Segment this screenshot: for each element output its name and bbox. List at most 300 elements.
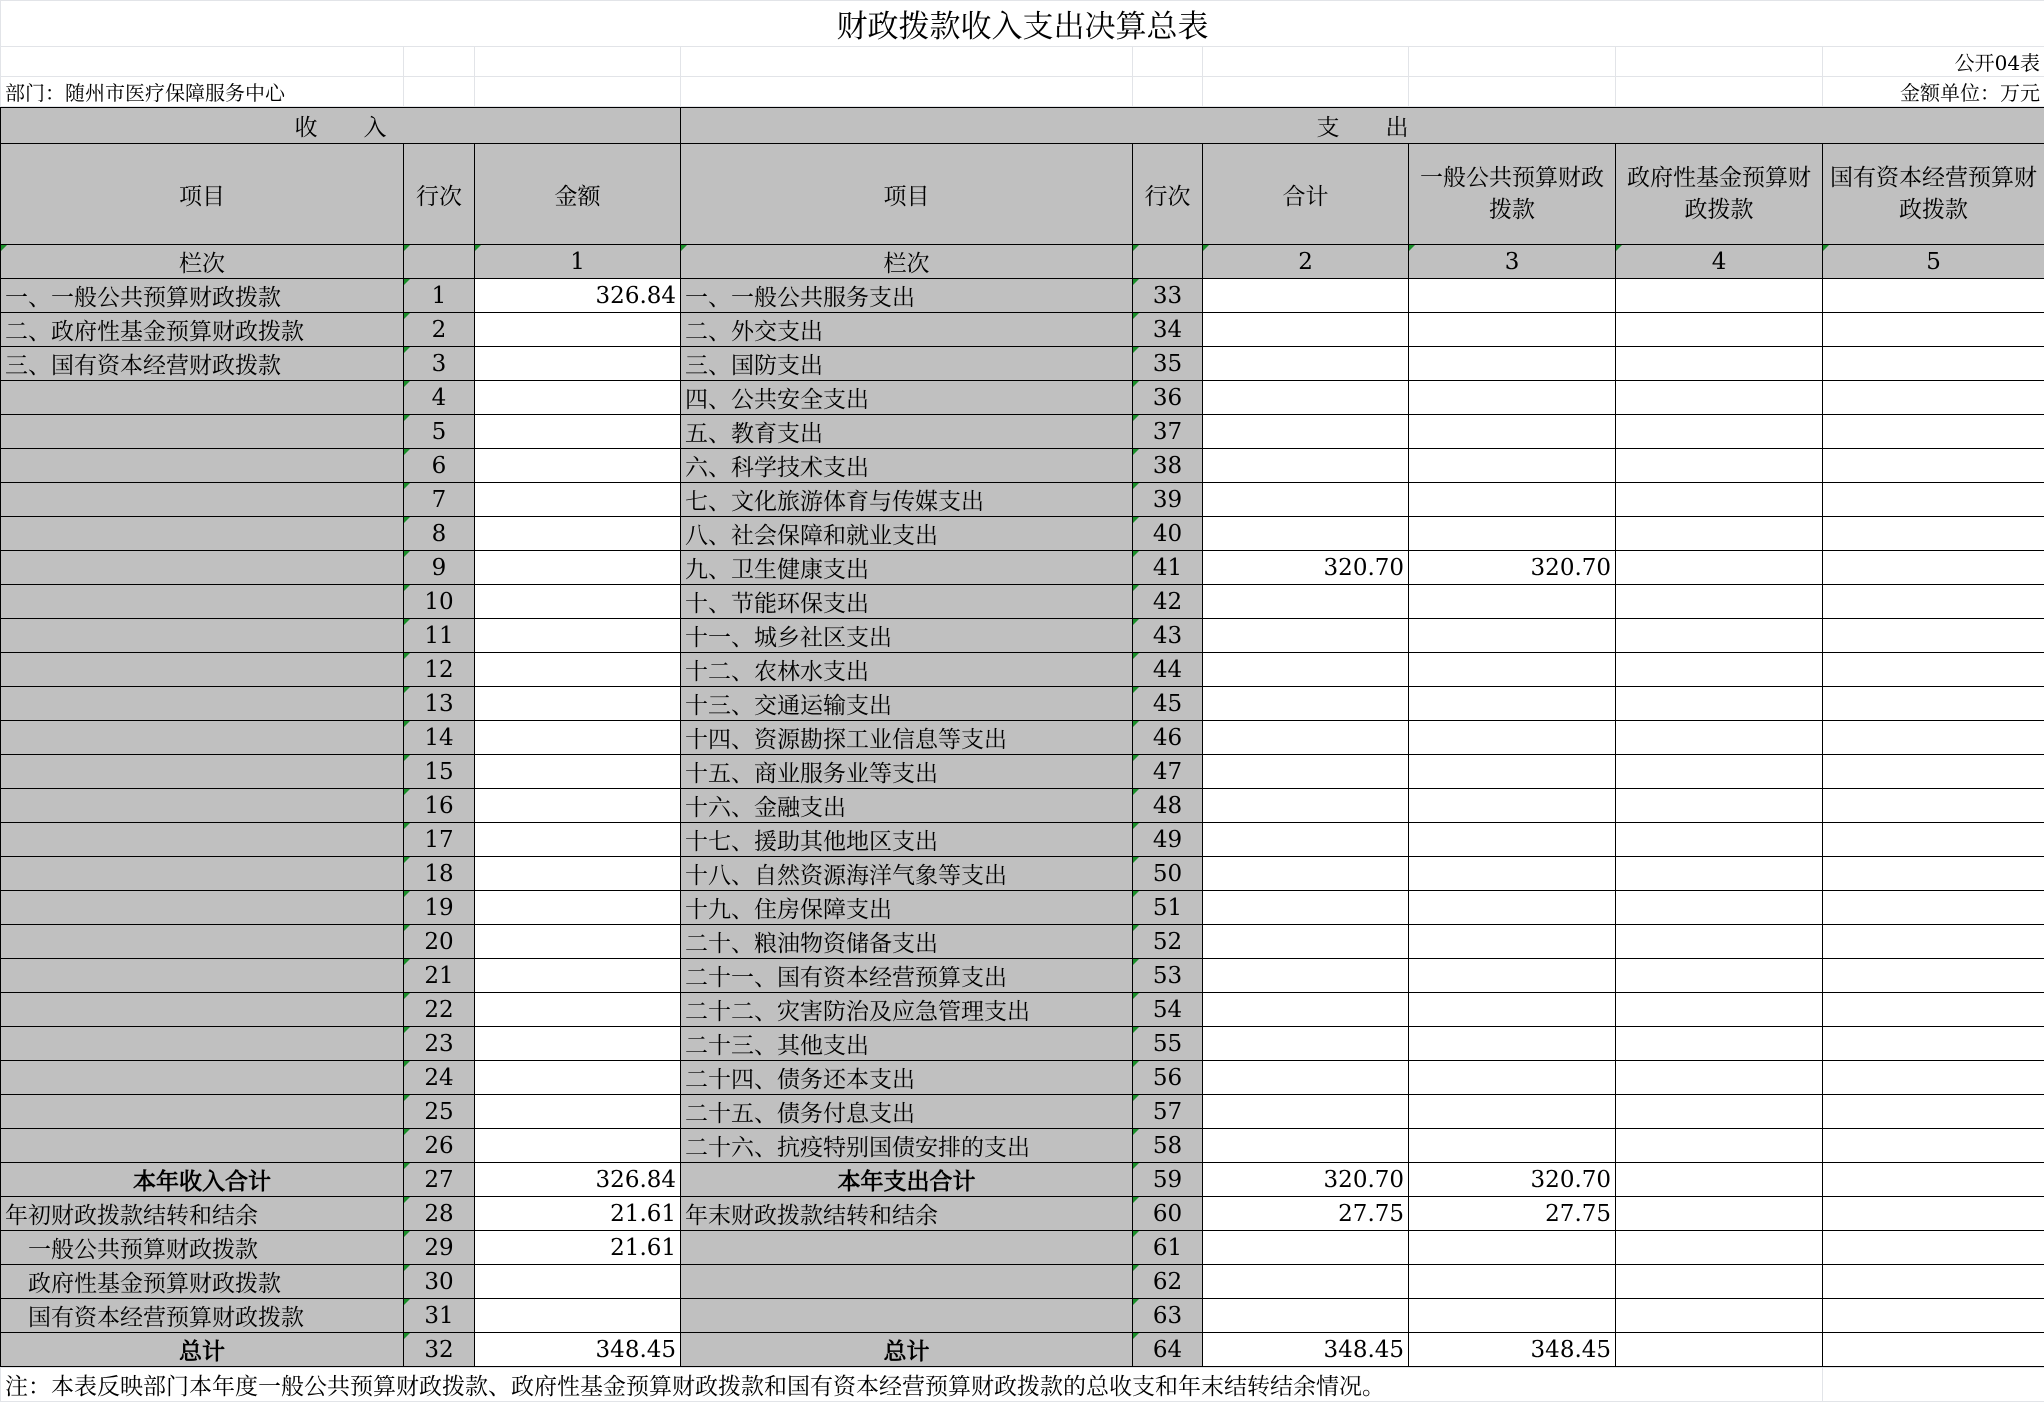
income-amount: 21.61 — [475, 1197, 681, 1231]
expense-state-capital — [1823, 1163, 2044, 1197]
expense-general-budget — [1409, 755, 1616, 789]
income-amount — [475, 551, 681, 585]
table-row — [1, 1027, 2044, 1061]
income-line: 29 — [404, 1231, 475, 1265]
expense-gov-fund — [1616, 993, 1823, 1027]
expense-general-budget — [1409, 517, 1616, 551]
expense-line: 41 — [1133, 551, 1203, 585]
expense-state-capital — [1823, 483, 2044, 517]
income-item: 三、国有资本经营财政拨款 — [1, 347, 404, 381]
expense-state-capital — [1823, 755, 2044, 789]
expense-summary-item — [681, 1299, 1133, 1333]
income-amount — [475, 517, 681, 551]
expense-item: 二十一、国有资本经营预算支出 — [681, 959, 1133, 993]
expense-gov-fund — [1616, 1095, 1823, 1129]
expense-state-capital — [1823, 823, 2044, 857]
expense-item: 十七、援助其他地区支出 — [681, 823, 1133, 857]
expense-gov-fund — [1616, 1299, 1823, 1333]
expense-gov-fund — [1616, 823, 1823, 857]
expense-total — [1203, 993, 1409, 1027]
income-amount — [475, 381, 681, 415]
expense-state-capital — [1823, 313, 2044, 347]
income-amount — [475, 823, 681, 857]
expense-item: 十三、交通运输支出 — [681, 687, 1133, 721]
table-row — [1, 925, 2044, 959]
expense-total — [1203, 925, 1409, 959]
expense-state-capital — [1823, 653, 2044, 687]
expense-state-capital — [1823, 1027, 2044, 1061]
column-number: 5 — [1823, 245, 2044, 279]
income-amount — [475, 789, 681, 823]
expense-state-capital — [1823, 619, 2044, 653]
expense-line: 44 — [1133, 653, 1203, 687]
expense-item: 十六、金融支出 — [681, 789, 1133, 823]
expense-item: 二十、粮油物资储备支出 — [681, 925, 1133, 959]
header-income-item: 项目 — [1, 144, 404, 245]
header-gov-fund: 政府性基金预算财政拨款 — [1616, 144, 1823, 245]
expense-total: 348.45 — [1203, 1333, 1409, 1367]
expense-line: 57 — [1133, 1095, 1203, 1129]
expense-state-capital — [1823, 347, 2044, 381]
table-row — [1, 789, 2044, 823]
income-section-header: 收 入 — [1, 108, 681, 144]
expense-state-capital — [1823, 585, 2044, 619]
income-amount — [475, 857, 681, 891]
expense-line: 52 — [1133, 925, 1203, 959]
table-row — [1, 687, 2044, 721]
summary-row — [1, 1333, 2044, 1367]
income-line: 15 — [404, 755, 475, 789]
summary-row — [1, 1299, 2044, 1333]
income-item — [1, 925, 404, 959]
expense-item: 八、社会保障和就业支出 — [681, 517, 1133, 551]
expense-item: 四、公共安全支出 — [681, 381, 1133, 415]
header-general-budget: 一般公共预算财政拨款 — [1409, 144, 1616, 245]
expense-gov-fund — [1616, 959, 1823, 993]
income-amount — [475, 755, 681, 789]
income-item — [1, 653, 404, 687]
expense-total — [1203, 721, 1409, 755]
expense-total — [1203, 891, 1409, 925]
expense-general-budget — [1409, 381, 1616, 415]
income-amount — [475, 483, 681, 517]
expense-state-capital — [1823, 517, 2044, 551]
expense-gov-fund — [1616, 687, 1823, 721]
expense-state-capital — [1823, 1197, 2044, 1231]
expense-general-budget: 320.70 — [1409, 1163, 1616, 1197]
income-summary-item: 本年收入合计 — [1, 1163, 404, 1197]
sheet-header — [0, 0, 2044, 107]
footnote: 注：本表反映部门本年度一般公共预算财政拨款、政府性基金预算财政拨款和国有资本经营预算财政拨款的总收支和年末结转结余情况。 — [1, 1368, 1823, 1402]
income-item — [1, 789, 404, 823]
expense-gov-fund — [1616, 415, 1823, 449]
expense-general-budget — [1409, 687, 1616, 721]
income-amount — [475, 1061, 681, 1095]
expense-total — [1203, 585, 1409, 619]
income-line: 22 — [404, 993, 475, 1027]
income-line: 17 — [404, 823, 475, 857]
table-row — [1, 755, 2044, 789]
expense-state-capital — [1823, 891, 2044, 925]
expense-line: 50 — [1133, 857, 1203, 891]
expense-line: 39 — [1133, 483, 1203, 517]
table-row — [1, 959, 2044, 993]
income-item — [1, 857, 404, 891]
expense-general-budget: 348.45 — [1409, 1333, 1616, 1367]
expense-gov-fund — [1616, 891, 1823, 925]
expense-gov-fund — [1616, 279, 1823, 313]
expense-gov-fund — [1616, 381, 1823, 415]
table-row — [1, 823, 2044, 857]
expense-line: 36 — [1133, 381, 1203, 415]
expense-state-capital — [1823, 1333, 2044, 1367]
expense-item: 十九、住房保障支出 — [681, 891, 1133, 925]
income-item — [1, 687, 404, 721]
expense-general-budget — [1409, 313, 1616, 347]
income-item — [1, 721, 404, 755]
income-line: 10 — [404, 585, 475, 619]
income-item — [1, 1129, 404, 1163]
unit-label: 金额单位：万元 — [1823, 77, 2044, 107]
expense-general-budget — [1409, 449, 1616, 483]
expense-state-capital — [1823, 1095, 2044, 1129]
income-summary-item: 总计 — [1, 1333, 404, 1367]
table-row — [1, 1095, 2044, 1129]
table-row — [1, 381, 2044, 415]
expense-gov-fund — [1616, 1197, 1823, 1231]
income-line: 26 — [404, 1129, 475, 1163]
income-summary-item: 国有资本经营预算财政拨款 — [1, 1299, 404, 1333]
income-item — [1, 483, 404, 517]
expense-line: 37 — [1133, 415, 1203, 449]
expense-line: 60 — [1133, 1197, 1203, 1231]
income-amount — [475, 1095, 681, 1129]
income-item — [1, 891, 404, 925]
table-row — [1, 857, 2044, 891]
table-row — [1, 1129, 2044, 1163]
income-amount — [475, 619, 681, 653]
expense-state-capital — [1823, 857, 2044, 891]
column-header-row — [1, 144, 2044, 245]
income-line: 18 — [404, 857, 475, 891]
expense-total: 320.70 — [1203, 1163, 1409, 1197]
expense-total — [1203, 313, 1409, 347]
income-line: 21 — [404, 959, 475, 993]
expense-gov-fund — [1616, 857, 1823, 891]
income-line: 27 — [404, 1163, 475, 1197]
column-label: 栏次 — [1, 245, 404, 279]
income-line: 25 — [404, 1095, 475, 1129]
expense-item: 十四、资源勘探工业信息等支出 — [681, 721, 1133, 755]
income-line: 7 — [404, 483, 475, 517]
expense-total — [1203, 1265, 1409, 1299]
expense-total — [1203, 1299, 1409, 1333]
income-line: 24 — [404, 1061, 475, 1095]
income-item — [1, 619, 404, 653]
table-row — [1, 517, 2044, 551]
income-amount: 326.84 — [475, 1163, 681, 1197]
header-income-line: 行次 — [404, 144, 475, 245]
expense-total — [1203, 381, 1409, 415]
expense-total — [1203, 1061, 1409, 1095]
expense-state-capital — [1823, 1299, 2044, 1333]
expense-line: 43 — [1133, 619, 1203, 653]
expense-total: 27.75 — [1203, 1197, 1409, 1231]
expense-total — [1203, 1129, 1409, 1163]
income-item — [1, 449, 404, 483]
income-amount — [475, 585, 681, 619]
income-amount: 326.84 — [475, 279, 681, 313]
income-summary-item: 政府性基金预算财政拨款 — [1, 1265, 404, 1299]
expense-gov-fund — [1616, 1231, 1823, 1265]
expense-state-capital — [1823, 279, 2044, 313]
expense-line: 48 — [1133, 789, 1203, 823]
expense-item: 十五、商业服务业等支出 — [681, 755, 1133, 789]
expense-line: 49 — [1133, 823, 1203, 857]
expense-general-budget — [1409, 1265, 1616, 1299]
expense-total — [1203, 857, 1409, 891]
income-amount — [475, 415, 681, 449]
expense-total — [1203, 959, 1409, 993]
income-amount — [475, 959, 681, 993]
expense-total — [1203, 755, 1409, 789]
table-body — [1, 279, 2044, 1367]
income-item — [1, 551, 404, 585]
income-line: 20 — [404, 925, 475, 959]
expense-gov-fund — [1616, 721, 1823, 755]
expense-general-budget — [1409, 891, 1616, 925]
expense-state-capital — [1823, 925, 2044, 959]
expense-general-budget — [1409, 1129, 1616, 1163]
expense-gov-fund — [1616, 1333, 1823, 1367]
income-line: 3 — [404, 347, 475, 381]
income-item: 二、政府性基金预算财政拨款 — [1, 313, 404, 347]
expense-gov-fund — [1616, 517, 1823, 551]
expense-gov-fund — [1616, 449, 1823, 483]
income-item — [1, 1027, 404, 1061]
expense-item: 二十二、灾害防治及应急管理支出 — [681, 993, 1133, 1027]
expense-general-budget — [1409, 1299, 1616, 1333]
income-item — [1, 823, 404, 857]
form-code: 公开04表 — [1823, 47, 2044, 77]
expense-gov-fund — [1616, 551, 1823, 585]
expense-gov-fund — [1616, 347, 1823, 381]
expense-line: 35 — [1133, 347, 1203, 381]
expense-line: 62 — [1133, 1265, 1203, 1299]
column-number: 1 — [475, 245, 681, 279]
expense-general-budget — [1409, 279, 1616, 313]
income-line: 19 — [404, 891, 475, 925]
expense-gov-fund — [1616, 755, 1823, 789]
income-item — [1, 1095, 404, 1129]
page-title: 财政拨款收入支出决算总表 — [1, 1, 2044, 47]
expense-general-budget — [1409, 1095, 1616, 1129]
income-amount — [475, 449, 681, 483]
expense-line: 61 — [1133, 1231, 1203, 1265]
expense-item: 十、节能环保支出 — [681, 585, 1133, 619]
expense-state-capital — [1823, 1265, 2044, 1299]
expense-gov-fund — [1616, 585, 1823, 619]
table-row — [1, 551, 2044, 585]
expense-state-capital — [1823, 789, 2044, 823]
expense-general-budget: 27.75 — [1409, 1197, 1616, 1231]
expense-item: 九、卫生健康支出 — [681, 551, 1133, 585]
expense-item: 二十五、债务付息支出 — [681, 1095, 1133, 1129]
income-line: 9 — [404, 551, 475, 585]
expense-total — [1203, 483, 1409, 517]
column-label: 栏次 — [681, 245, 1133, 279]
expense-line: 34 — [1133, 313, 1203, 347]
expense-general-budget: 320.70 — [1409, 551, 1616, 585]
expense-item: 二、外交支出 — [681, 313, 1133, 347]
income-item — [1, 381, 404, 415]
expense-gov-fund — [1616, 789, 1823, 823]
table-row — [1, 483, 2044, 517]
section-header-row — [1, 108, 2044, 144]
income-line: 13 — [404, 687, 475, 721]
income-item — [1, 415, 404, 449]
income-line: 28 — [404, 1197, 475, 1231]
expense-item: 十八、自然资源海洋气象等支出 — [681, 857, 1133, 891]
expense-line: 38 — [1133, 449, 1203, 483]
expense-summary-item — [681, 1265, 1133, 1299]
expense-line: 58 — [1133, 1129, 1203, 1163]
expense-state-capital — [1823, 381, 2044, 415]
table-row — [1, 347, 2044, 381]
expense-state-capital — [1823, 959, 2044, 993]
expense-item: 十二、农林水支出 — [681, 653, 1133, 687]
income-line: 16 — [404, 789, 475, 823]
table-row — [1, 993, 2044, 1027]
expense-general-budget — [1409, 619, 1616, 653]
expense-line: 40 — [1133, 517, 1203, 551]
expense-state-capital — [1823, 1061, 2044, 1095]
expense-line: 45 — [1133, 687, 1203, 721]
income-line: 30 — [404, 1265, 475, 1299]
income-item — [1, 755, 404, 789]
summary-row — [1, 1265, 2044, 1299]
expense-state-capital — [1823, 1129, 2044, 1163]
table-row — [1, 279, 2044, 313]
table-row — [1, 653, 2044, 687]
expense-line: 54 — [1133, 993, 1203, 1027]
table-row — [1, 313, 2044, 347]
expense-line: 42 — [1133, 585, 1203, 619]
expense-item: 五、教育支出 — [681, 415, 1133, 449]
expense-state-capital — [1823, 551, 2044, 585]
expense-item: 六、科学技术支出 — [681, 449, 1133, 483]
expense-state-capital — [1823, 415, 2044, 449]
income-line: 23 — [404, 1027, 475, 1061]
expense-line: 33 — [1133, 279, 1203, 313]
income-amount: 21.61 — [475, 1231, 681, 1265]
expense-line: 53 — [1133, 959, 1203, 993]
expense-gov-fund — [1616, 1061, 1823, 1095]
income-item: 一、一般公共预算财政拨款 — [1, 279, 404, 313]
expense-line: 55 — [1133, 1027, 1203, 1061]
table-row — [1, 449, 2044, 483]
expense-state-capital — [1823, 449, 2044, 483]
summary-row — [1, 1163, 2044, 1197]
expense-general-budget — [1409, 347, 1616, 381]
expense-total — [1203, 449, 1409, 483]
income-item — [1, 959, 404, 993]
expense-total — [1203, 653, 1409, 687]
expense-total — [1203, 789, 1409, 823]
expense-line: 47 — [1133, 755, 1203, 789]
income-amount — [475, 891, 681, 925]
income-amount — [475, 313, 681, 347]
expense-line: 63 — [1133, 1299, 1203, 1333]
income-summary-item: 一般公共预算财政拨款 — [1, 1231, 404, 1265]
income-item — [1, 993, 404, 1027]
expense-line: 59 — [1133, 1163, 1203, 1197]
expense-item: 二十六、抗疫特别国债安排的支出 — [681, 1129, 1133, 1163]
expense-general-budget — [1409, 925, 1616, 959]
income-amount — [475, 1027, 681, 1061]
expense-gov-fund — [1616, 1129, 1823, 1163]
income-line: 6 — [404, 449, 475, 483]
budget-table — [0, 107, 2044, 1367]
expense-item: 二十四、债务还本支出 — [681, 1061, 1133, 1095]
expense-gov-fund — [1616, 1265, 1823, 1299]
header-expense-item: 项目 — [681, 144, 1133, 245]
table-row — [1, 721, 2044, 755]
expense-item: 一、一般公共服务支出 — [681, 279, 1133, 313]
income-amount — [475, 653, 681, 687]
income-amount — [475, 1129, 681, 1163]
department-label: 部门：随州市医疗保障服务中心 — [1, 77, 404, 107]
expense-gov-fund — [1616, 653, 1823, 687]
expense-gov-fund — [1616, 1163, 1823, 1197]
expense-summary-item: 本年支出合计 — [681, 1163, 1133, 1197]
expense-total — [1203, 687, 1409, 721]
expense-gov-fund — [1616, 313, 1823, 347]
income-line: 4 — [404, 381, 475, 415]
column-number: 4 — [1616, 245, 1823, 279]
expense-general-budget — [1409, 1061, 1616, 1095]
expense-item: 十一、城乡社区支出 — [681, 619, 1133, 653]
expense-general-budget — [1409, 959, 1616, 993]
expense-item: 二十三、其他支出 — [681, 1027, 1133, 1061]
expense-summary-item: 总计 — [681, 1333, 1133, 1367]
expense-general-budget — [1409, 415, 1616, 449]
expense-general-budget — [1409, 483, 1616, 517]
expense-general-budget — [1409, 857, 1616, 891]
income-item — [1, 517, 404, 551]
expense-general-budget — [1409, 653, 1616, 687]
expense-section-header: 支 出 — [681, 108, 2044, 144]
income-amount — [475, 993, 681, 1027]
expense-general-budget — [1409, 789, 1616, 823]
income-amount — [475, 1299, 681, 1333]
income-line: 14 — [404, 721, 475, 755]
expense-total — [1203, 1231, 1409, 1265]
income-amount — [475, 347, 681, 381]
header-expense-line: 行次 — [1133, 144, 1203, 245]
summary-row — [1, 1231, 2044, 1265]
expense-general-budget — [1409, 823, 1616, 857]
expense-state-capital — [1823, 993, 2044, 1027]
table-row — [1, 1061, 2044, 1095]
expense-state-capital — [1823, 1231, 2044, 1265]
table-row — [1, 619, 2044, 653]
column-number: 3 — [1409, 245, 1616, 279]
expense-general-budget — [1409, 1027, 1616, 1061]
expense-general-budget — [1409, 721, 1616, 755]
expense-general-budget — [1409, 993, 1616, 1027]
income-summary-item: 年初财政拨款结转和结余 — [1, 1197, 404, 1231]
